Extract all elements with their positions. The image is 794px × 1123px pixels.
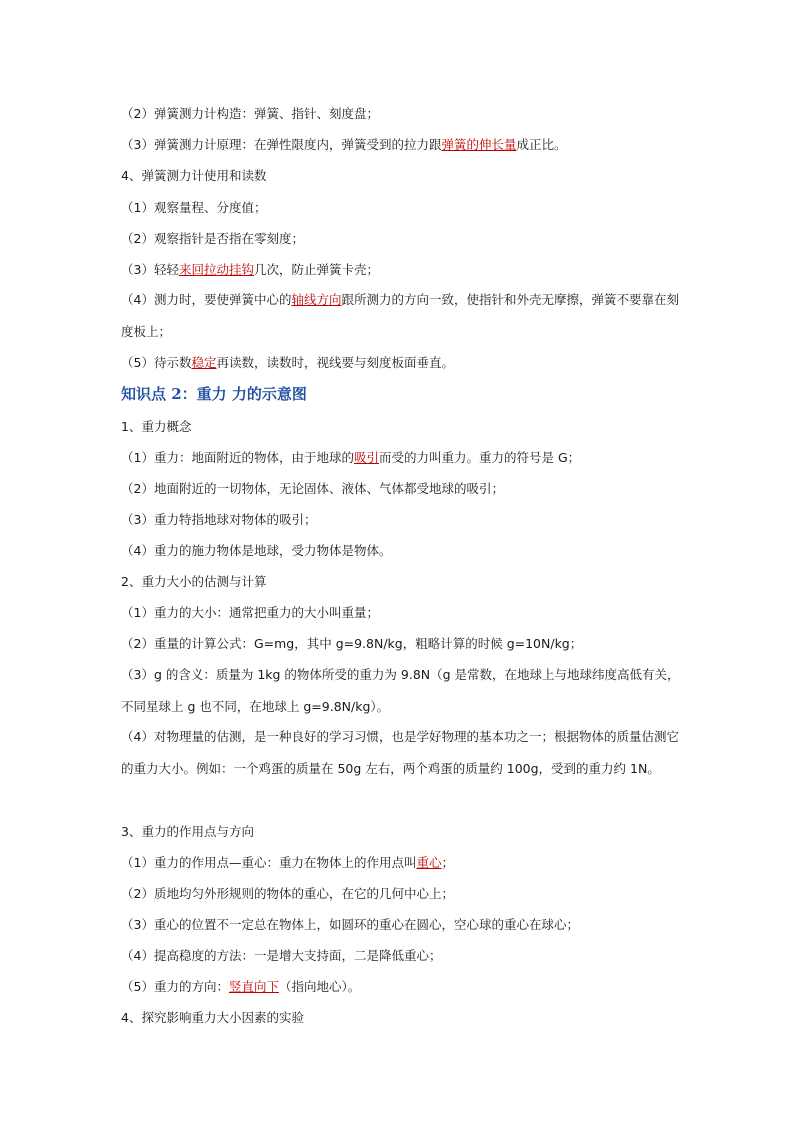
text-line [121, 449, 580, 467]
text: （指向地心）。 [278, 979, 361, 994]
text: ； [441, 855, 454, 870]
text: （2）质地均匀外形规则的物体的重心，在它的几何中心上； [121, 886, 454, 901]
text: 3、重力的作用点与方向 [121, 824, 254, 839]
text: （2）重量的计算公式：G=mg，其中 g=9.8N/kg，粗略计算的时候 g=10N/kg； [121, 636, 583, 651]
section-title [121, 573, 266, 591]
text: （4）对物理量的估测，是一种良好的学习习惯，也是学好物理的基本功之一；根据物体的质量估测它的重力大小。例如：一个鸡蛋的质量在 50g 左右，两个鸡蛋的质量约 100g，受到的重力约 1N。 [121, 729, 679, 776]
text: 4、探究影响重力大小因素的实验 [121, 1010, 304, 1025]
text-paragraph [121, 284, 681, 347]
text: （3）弹簧测力计原理：在弹性限度内，弹簧受到的拉力跟 [121, 137, 442, 152]
text: （5）重力的方向： [121, 979, 229, 994]
text: （1）重力的大小：通常把重力的大小叫重量； [121, 605, 379, 620]
text-paragraph [121, 721, 681, 784]
text-paragraph [121, 659, 681, 722]
text: （2）地面附近的一切物体，无论固体、液体、气体都受地球的吸引； [121, 481, 504, 496]
text: 再读数，读数时，视线要与刻度板面垂直。 [216, 355, 454, 370]
highlighted-term: 来回拉动挂钩 [178, 262, 254, 277]
text: （3）重力特指地球对物体的吸引； [121, 512, 317, 527]
text-line [121, 854, 454, 872]
text: （4）测力时，要使弹簧中心的 [121, 292, 292, 307]
text: 4、弹簧测力计使用和读数 [121, 168, 267, 183]
text-line [121, 542, 391, 560]
text-line [121, 604, 379, 622]
highlighted-term: 轴线方向 [291, 292, 342, 307]
highlighted-term: 弹簧的伸长量 [441, 137, 517, 152]
text: 2、重力大小的估测与计算 [121, 574, 267, 589]
text: 而受的力叫重力。重力的符号是 G； [378, 450, 581, 465]
text-line [121, 635, 582, 653]
text: （1）重力：地面附近的物体，由于地球的 [121, 450, 354, 465]
text: （1）观察量程、分度值； [121, 200, 267, 215]
section-title [121, 167, 266, 185]
section-title [121, 823, 254, 841]
text-line [121, 354, 454, 372]
text-line [121, 885, 454, 903]
text-line [121, 199, 266, 217]
text: （4）提高稳度的方法：一是增大支持面，二是降低重心； [121, 948, 442, 963]
text: （2）观察指针是否指在零刻度； [121, 231, 304, 246]
highlighted-term: 稳定 [191, 355, 217, 370]
text: （4）重力的施力物体是地球，受力物体是物体。 [121, 543, 392, 558]
text-line [121, 480, 504, 498]
text-line [121, 978, 360, 996]
text-line [121, 230, 304, 248]
text: 成正比。 [516, 137, 567, 152]
highlighted-term: 吸引 [353, 450, 379, 465]
text-line [121, 511, 316, 529]
text: 几次，防止弹簧卡壳； [253, 262, 379, 277]
knowledge-heading: 知识点 2：重力 力的示意图 [121, 385, 307, 403]
text: （5）待示数 [121, 355, 192, 370]
text: 跟所测力的方向一致，使指针和外壳无摩擦，弹簧不要靠在刻度板上； [121, 292, 679, 339]
text-line [121, 136, 567, 154]
text-line [121, 261, 379, 279]
text: （1）重力的作用点—重心：重力在物体上的作用点叫 [121, 855, 417, 870]
text-line [121, 947, 441, 965]
highlighted-term: 竖直向下 [228, 979, 279, 994]
highlighted-term: 重心 [416, 855, 442, 870]
text: （3）轻轻 [121, 262, 179, 277]
section-title [121, 1009, 304, 1027]
text: （2）弹簧测力计构造：弹簧、指针、刻度盘； [121, 106, 379, 121]
text-line [121, 105, 379, 123]
text: （3）g 的含义：质量为 1kg 的物体所受的重力为 9.8N（g 是常数，在地球上与地球纬度高低有关，不同星球上 g 也不同，在地球上 g=9.8N/kg）。 [121, 667, 680, 714]
section-title [121, 418, 191, 436]
text-line [121, 916, 579, 934]
text: 1、重力概念 [121, 419, 192, 434]
text: （3）重心的位置不一定总在物体上，如圆环的重心在圆心，空心球的重心在球心； [121, 917, 579, 932]
